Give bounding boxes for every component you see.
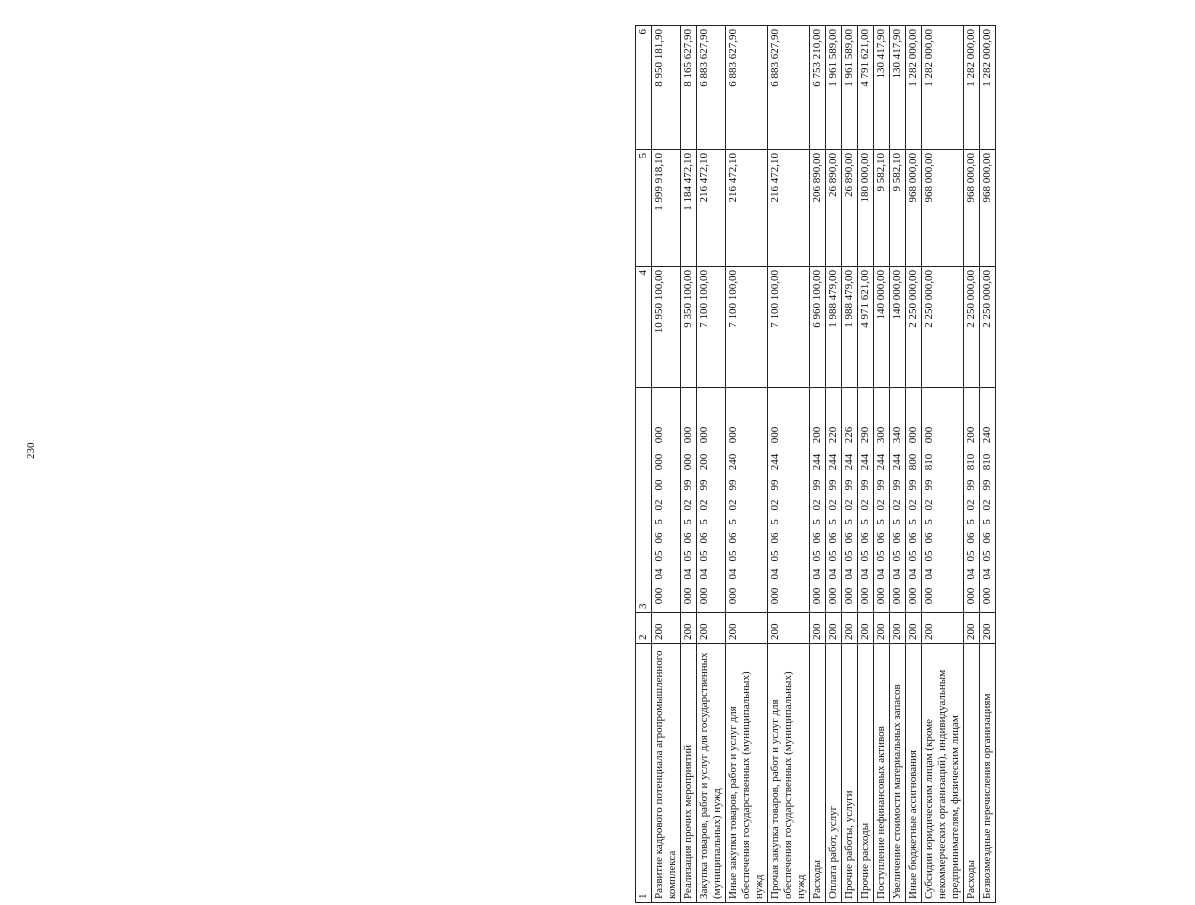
code-segment: 240: [981, 426, 993, 444]
row-classification-code: [874, 388, 890, 613]
row-rest-value: 1 282 000,00: [922, 26, 964, 150]
row-plan-value: 2 250 000,00: [980, 267, 996, 388]
row-admin-code: 200: [681, 613, 697, 644]
table-row: [858, 26, 874, 903]
table-row: [964, 26, 980, 903]
code-segment: 000: [891, 587, 903, 605]
code-segment: 000: [875, 587, 887, 605]
row-name: Расходы: [964, 644, 980, 903]
row-plan-value: 7 100 100,00: [726, 267, 768, 388]
code-segment: 000: [653, 453, 665, 471]
row-fact-value: 180 000,00: [858, 150, 874, 267]
row-rest-value: 6 883 627,90: [768, 26, 810, 150]
row-admin-code: 200: [826, 613, 842, 644]
row-plan-value: 7 100 100,00: [768, 267, 810, 388]
code-segment: 05: [653, 550, 665, 562]
row-classification-code: [810, 388, 826, 613]
code-segment: 06: [811, 532, 823, 544]
code-segment: 5: [682, 519, 694, 525]
row-classification-code: [842, 388, 858, 613]
row-name: Увеличение стоимости материальных запасов: [890, 644, 906, 903]
code-segment: 05: [843, 550, 855, 562]
code-segment: 200: [965, 426, 977, 444]
code-segment: 000: [682, 587, 694, 605]
code-segment: 00: [653, 479, 665, 491]
row-admin-code: 200: [810, 613, 826, 644]
code-segment: 02: [981, 499, 993, 511]
code-segment: 5: [811, 519, 823, 525]
code-segment: 99: [875, 479, 887, 491]
row-name: Прочие расходы: [858, 644, 874, 903]
code-segment: 02: [859, 499, 871, 511]
row-plan-value: 1 988 479,00: [842, 267, 858, 388]
row-name: Субсидии юридическим лицам (кроме некоммерческих организаций), индивидуальным предпринимателям, физическим лицам: [922, 644, 964, 903]
code-segment: 800: [907, 453, 919, 471]
row-name: Прочая закупка товаров, работ и услуг для обеспечения государственных (муниципальных) нужд: [768, 644, 810, 903]
code-segment: 02: [891, 499, 903, 511]
code-segment: 000: [965, 587, 977, 605]
row-fact-value: 1 184 472,10: [681, 150, 697, 267]
row-plan-value: 140 000,00: [874, 267, 890, 388]
code-segment: 200: [698, 453, 710, 471]
page-number-text: 230: [25, 442, 37, 459]
code-segment: 99: [843, 479, 855, 491]
code-segment: 244: [843, 453, 855, 471]
code-segment: 244: [827, 453, 839, 471]
code-segment: 04: [698, 568, 710, 580]
code-segment: 99: [682, 479, 694, 491]
row-name: Иные закупки товаров, работ и услуг для обеспечения государственных (муниципальных) нужд: [726, 644, 768, 903]
code-segment: 04: [891, 568, 903, 580]
code-segment: 05: [698, 550, 710, 562]
column-header-3: 3: [636, 388, 652, 613]
row-classification-code: [768, 388, 810, 613]
code-segment: 06: [923, 532, 935, 544]
code-segment: 000: [769, 587, 781, 605]
code-segment: 000: [653, 426, 665, 444]
row-admin-code: 200: [652, 613, 681, 644]
row-classification-code: [697, 388, 726, 613]
code-segment: 5: [875, 519, 887, 525]
row-rest-value: 1 961 589,00: [826, 26, 842, 150]
row-classification-code: [922, 388, 964, 613]
code-segment: 5: [843, 519, 855, 525]
code-segment: 02: [698, 499, 710, 511]
code-segment: 290: [859, 426, 871, 444]
code-segment: 5: [923, 519, 935, 525]
code-segment: 5: [965, 519, 977, 525]
row-admin-code: 200: [922, 613, 964, 644]
table-row: [890, 26, 906, 903]
row-rest-value: 130 417,90: [874, 26, 890, 150]
row-classification-code: [890, 388, 906, 613]
code-segment: 05: [682, 550, 694, 562]
code-segment: 06: [891, 532, 903, 544]
row-plan-value: 7 100 100,00: [697, 267, 726, 388]
row-fact-value: 216 472,10: [768, 150, 810, 267]
table-row: [842, 26, 858, 903]
column-header-6: 6: [636, 26, 652, 150]
row-admin-code: 200: [768, 613, 810, 644]
code-segment: 000: [859, 587, 871, 605]
code-segment: 06: [827, 532, 839, 544]
code-segment: 240: [727, 453, 739, 471]
row-plan-value: 2 250 000,00: [906, 267, 922, 388]
row-fact-value: 26 890,00: [842, 150, 858, 267]
code-segment: 04: [907, 568, 919, 580]
row-name: Прочие работы, услуги: [842, 644, 858, 903]
row-rest-value: 6 883 627,90: [697, 26, 726, 150]
code-segment: 000: [923, 426, 935, 444]
column-header-2: 2: [636, 613, 652, 644]
table-row: [980, 26, 996, 903]
code-segment: 000: [811, 587, 823, 605]
code-segment: 06: [727, 532, 739, 544]
row-name: Безвозмездные перечисления организациям: [980, 644, 996, 903]
code-segment: 02: [907, 499, 919, 511]
code-segment: 02: [875, 499, 887, 511]
row-name: Иные бюджетные ассигнования: [906, 644, 922, 903]
code-segment: 04: [769, 568, 781, 580]
code-segment: 99: [859, 479, 871, 491]
code-segment: 000: [698, 587, 710, 605]
row-fact-value: 1 999 918,10: [652, 150, 681, 267]
column-header-4: 4: [636, 267, 652, 388]
code-segment: 244: [875, 453, 887, 471]
table-row: [726, 26, 768, 903]
row-rest-value: 1 282 000,00: [980, 26, 996, 150]
code-segment: 06: [965, 532, 977, 544]
row-plan-value: 6 960 100,00: [810, 267, 826, 388]
row-plan-value: 1 988 479,00: [826, 267, 842, 388]
code-segment: 200: [811, 426, 823, 444]
row-admin-code: 200: [858, 613, 874, 644]
code-segment: 02: [727, 499, 739, 511]
code-segment: 02: [811, 499, 823, 511]
code-segment: 300: [875, 426, 887, 444]
code-segment: 04: [682, 568, 694, 580]
row-rest-value: 1 282 000,00: [964, 26, 980, 150]
code-segment: 000: [698, 426, 710, 444]
budget-table-page: [635, 29, 1195, 903]
row-classification-code: [826, 388, 842, 613]
code-segment: 02: [653, 499, 665, 511]
row-name: Расходы: [810, 644, 826, 903]
code-segment: 05: [859, 550, 871, 562]
row-fact-value: 968 000,00: [906, 150, 922, 267]
code-segment: 226: [843, 426, 855, 444]
code-segment: 99: [727, 479, 739, 491]
row-classification-code: [652, 388, 681, 613]
row-rest-value: 1 282 000,00: [906, 26, 922, 150]
code-segment: 5: [653, 519, 665, 525]
row-plan-value: 10 950 100,00: [652, 267, 681, 388]
row-rest-value: 4 791 621,00: [858, 26, 874, 150]
table-row: [874, 26, 890, 903]
code-segment: 000: [727, 426, 739, 444]
row-admin-code: 200: [697, 613, 726, 644]
row-fact-value: 968 000,00: [922, 150, 964, 267]
row-classification-code: [726, 388, 768, 613]
row-rest-value: 8 165 627,90: [681, 26, 697, 150]
table-row: [810, 26, 826, 903]
code-segment: 99: [965, 479, 977, 491]
code-segment: 000: [843, 587, 855, 605]
code-segment: 02: [827, 499, 839, 511]
row-rest-value: 6 753 210,00: [810, 26, 826, 150]
code-segment: 000: [727, 587, 739, 605]
code-segment: 810: [923, 453, 935, 471]
row-classification-code: [681, 388, 697, 613]
row-plan-value: 4 971 621,00: [858, 267, 874, 388]
code-segment: 000: [907, 426, 919, 444]
table-row: [652, 26, 681, 903]
code-segment: 05: [827, 550, 839, 562]
code-segment: 06: [769, 532, 781, 544]
code-segment: 05: [981, 550, 993, 562]
code-segment: 05: [965, 550, 977, 562]
row-admin-code: 200: [874, 613, 890, 644]
code-segment: 02: [769, 499, 781, 511]
code-segment: 05: [907, 550, 919, 562]
table-row: [826, 26, 842, 903]
row-fact-value: 9 582,10: [874, 150, 890, 267]
row-admin-code: 200: [842, 613, 858, 644]
code-segment: 000: [682, 453, 694, 471]
code-segment: 05: [891, 550, 903, 562]
table-row: [906, 26, 922, 903]
code-segment: 06: [843, 532, 855, 544]
code-segment: 06: [981, 532, 993, 544]
code-segment: 04: [827, 568, 839, 580]
row-name: Реализация прочих мероприятий: [681, 644, 697, 903]
code-segment: 99: [981, 479, 993, 491]
code-segment: 02: [923, 499, 935, 511]
code-segment: 02: [843, 499, 855, 511]
row-plan-value: 2 250 000,00: [964, 267, 980, 388]
row-plan-value: 9 350 100,00: [681, 267, 697, 388]
code-segment: 99: [891, 479, 903, 491]
row-admin-code: 200: [964, 613, 980, 644]
row-admin-code: 200: [980, 613, 996, 644]
code-segment: 99: [811, 479, 823, 491]
code-segment: 06: [907, 532, 919, 544]
row-fact-value: 216 472,10: [726, 150, 768, 267]
code-segment: 04: [859, 568, 871, 580]
row-rest-value: 8 950 181,90: [652, 26, 681, 150]
row-name: Закупка товаров, работ и услуг для государственных (муниципальных) нужд: [697, 644, 726, 903]
code-segment: 04: [965, 568, 977, 580]
code-segment: 5: [907, 519, 919, 525]
code-segment: 02: [965, 499, 977, 511]
code-segment: 000: [653, 587, 665, 605]
code-segment: 05: [923, 550, 935, 562]
code-segment: 06: [859, 532, 871, 544]
table-row: [922, 26, 964, 903]
row-admin-code: 200: [726, 613, 768, 644]
row-fact-value: 968 000,00: [980, 150, 996, 267]
code-segment: 244: [769, 453, 781, 471]
code-segment: 04: [727, 568, 739, 580]
code-segment: 99: [698, 479, 710, 491]
row-fact-value: 216 472,10: [697, 150, 726, 267]
code-segment: 000: [981, 587, 993, 605]
code-segment: 000: [907, 587, 919, 605]
code-segment: 5: [891, 519, 903, 525]
row-classification-code: [858, 388, 874, 613]
row-fact-value: 9 582,10: [890, 150, 906, 267]
code-segment: 99: [769, 479, 781, 491]
row-admin-code: 200: [906, 613, 922, 644]
code-segment: 810: [981, 453, 993, 471]
code-segment: 244: [859, 453, 871, 471]
code-segment: 99: [827, 479, 839, 491]
row-classification-code: [906, 388, 922, 613]
row-plan-value: 140 000,00: [890, 267, 906, 388]
row-admin-code: 200: [890, 613, 906, 644]
row-name: Развитие кадрового потенциала агропромышленного комплекса: [652, 644, 681, 903]
code-segment: 05: [727, 550, 739, 562]
row-classification-code: [964, 388, 980, 613]
table-row: [768, 26, 810, 903]
row-name: Поступление нефинансовых активов: [874, 644, 890, 903]
code-segment: 5: [859, 519, 871, 525]
code-segment: 04: [843, 568, 855, 580]
code-segment: 06: [698, 532, 710, 544]
column-number-row: [636, 26, 652, 903]
code-segment: 000: [923, 587, 935, 605]
code-segment: 05: [811, 550, 823, 562]
table-row: [681, 26, 697, 903]
code-segment: 000: [769, 426, 781, 444]
page-number: [24, 442, 38, 465]
row-rest-value: 130 417,90: [890, 26, 906, 150]
code-segment: 000: [827, 587, 839, 605]
row-plan-value: 2 250 000,00: [922, 267, 964, 388]
column-header-1: 1: [636, 644, 652, 903]
code-segment: 810: [965, 453, 977, 471]
row-fact-value: 206 890,00: [810, 150, 826, 267]
code-segment: 04: [811, 568, 823, 580]
code-segment: 04: [653, 568, 665, 580]
code-segment: 5: [827, 519, 839, 525]
budget-table: [635, 25, 996, 903]
code-segment: 04: [981, 568, 993, 580]
code-segment: 04: [923, 568, 935, 580]
code-segment: 5: [727, 519, 739, 525]
row-rest-value: 6 883 627,90: [726, 26, 768, 150]
code-segment: 99: [907, 479, 919, 491]
code-segment: 244: [891, 453, 903, 471]
code-segment: 000: [682, 426, 694, 444]
code-segment: 06: [653, 532, 665, 544]
code-segment: 06: [875, 532, 887, 544]
code-segment: 5: [698, 519, 710, 525]
row-rest-value: 1 961 589,00: [842, 26, 858, 150]
row-classification-code: [980, 388, 996, 613]
code-segment: 02: [682, 499, 694, 511]
table-row: [697, 26, 726, 903]
code-segment: 06: [682, 532, 694, 544]
code-segment: 05: [875, 550, 887, 562]
row-name: Оплата работ, услуг: [826, 644, 842, 903]
row-fact-value: 968 000,00: [964, 150, 980, 267]
code-segment: 04: [875, 568, 887, 580]
code-segment: 5: [981, 519, 993, 525]
code-segment: 05: [769, 550, 781, 562]
code-segment: 244: [811, 453, 823, 471]
row-fact-value: 26 890,00: [826, 150, 842, 267]
code-segment: 220: [827, 426, 839, 444]
table-body: [652, 26, 996, 903]
code-segment: 5: [769, 519, 781, 525]
code-segment: 99: [923, 479, 935, 491]
code-segment: 340: [891, 426, 903, 444]
column-header-5: 5: [636, 150, 652, 267]
